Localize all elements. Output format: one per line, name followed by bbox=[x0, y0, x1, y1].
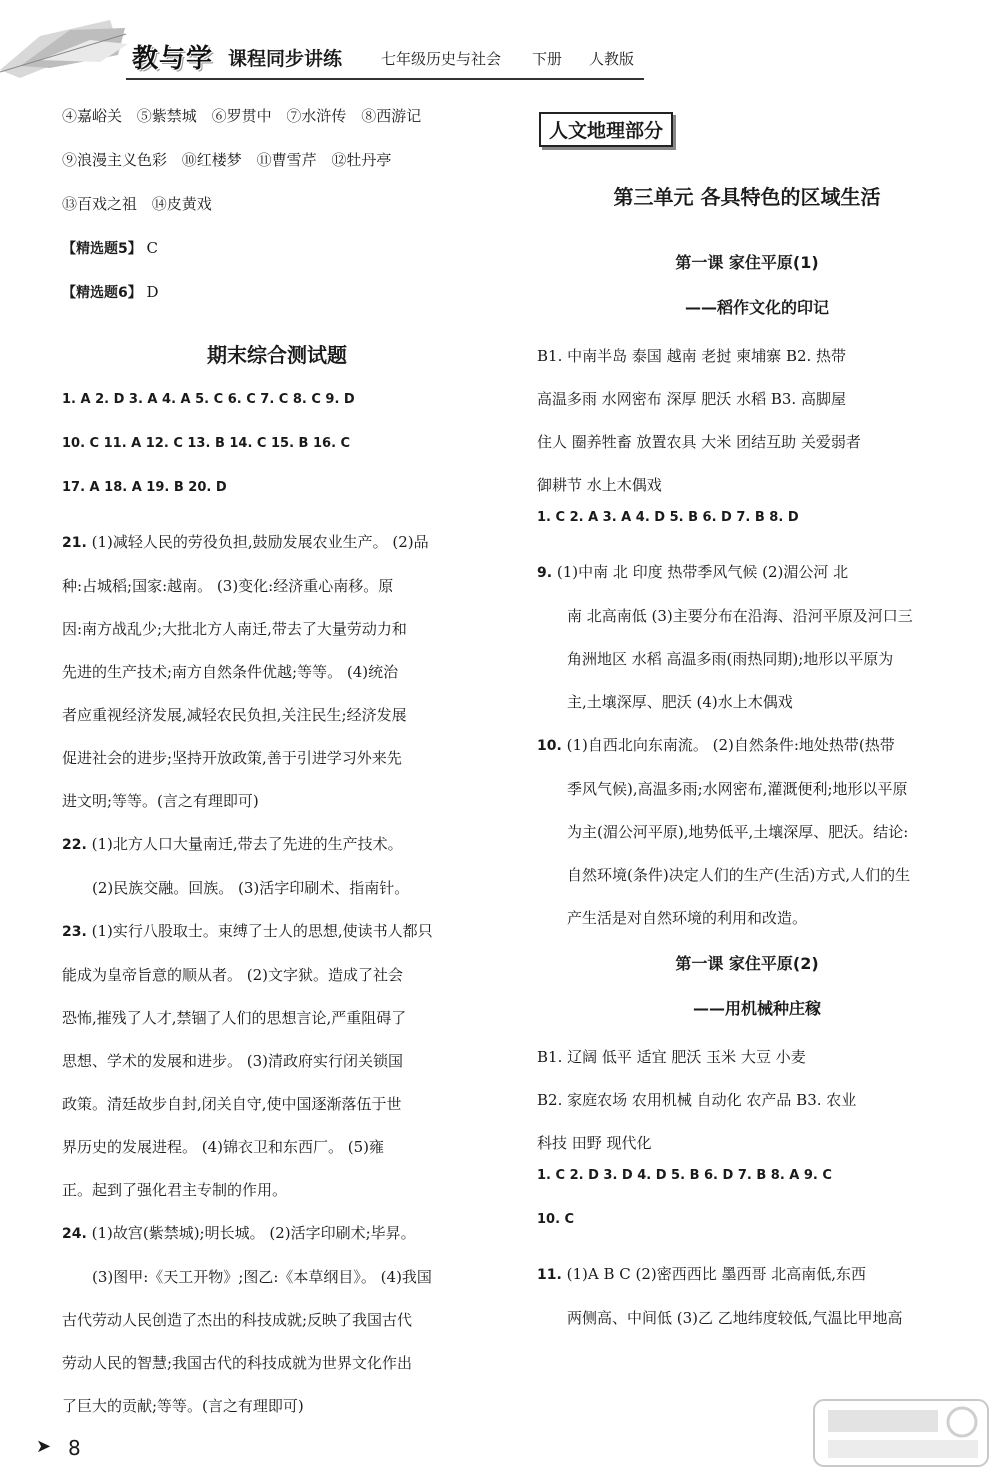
right-column bbox=[537, 112, 957, 1340]
answer-line: 高温多雨 水网密布 深厚 肥沃 水稻 B3. 高脚屋 bbox=[537, 390, 846, 408]
list-item: ⑤紫禁城 bbox=[136, 107, 197, 125]
answer-10 bbox=[537, 724, 957, 940]
answer-line: 政策。清廷故步自封,闭关自守,使中国逐渐落伍于世 bbox=[62, 1095, 402, 1113]
list-row bbox=[62, 193, 492, 237]
answer-line: 能成为皇帝旨意的顺从者。 (2)文字狱。造成了社会 bbox=[62, 966, 404, 984]
list-item: ⑧西游记 bbox=[361, 107, 422, 125]
page-number: 8 bbox=[68, 1436, 81, 1460]
answer-23 bbox=[62, 910, 492, 1212]
page-arrow-icon: ➤ bbox=[36, 1436, 52, 1457]
volume-label: 下册 bbox=[532, 50, 563, 68]
grade-subject: 七年级历史与社会 bbox=[381, 50, 502, 68]
answer-line: 先进的生产技术;南方自然条件优越;等等。 (4)统治 bbox=[62, 663, 399, 681]
question-number: 9. bbox=[537, 565, 553, 581]
answer-line: 进文明;等等。(言之有理即可) bbox=[62, 792, 259, 810]
mc-answers-row: 10. C bbox=[537, 1212, 575, 1227]
section-title: 人文地理部分 bbox=[539, 112, 673, 147]
question-number: 22. bbox=[62, 837, 87, 853]
answer-line: (1)减轻人民的劳役负担,鼓励发展农业生产。 (2)品 bbox=[91, 533, 429, 551]
header-rule bbox=[126, 78, 644, 80]
list-item: ⑦水浒传 bbox=[286, 107, 347, 125]
page-header bbox=[0, 0, 1000, 80]
question-number: 24. bbox=[62, 1226, 87, 1242]
brand-logo: 教与学 bbox=[132, 44, 214, 74]
select-tag: 【精选题5】 bbox=[62, 241, 142, 257]
lesson-title: 第一课 家住平原(1) bbox=[675, 253, 819, 272]
list-item: ⑪曹雪芹 bbox=[256, 151, 317, 169]
list-item: ⑥罗贯中 bbox=[211, 107, 272, 125]
mc-answers-row: 17. A 18. A 19. B 20. D bbox=[62, 480, 227, 495]
answer-9 bbox=[537, 551, 957, 724]
answer-line: 种:占城稻;国家:越南。 (3)变化:经济重心南移。原 bbox=[62, 577, 394, 595]
answer-line: B2. 家庭农场 农用机械 自动化 农产品 B3. 农业 bbox=[537, 1091, 857, 1109]
edition-label: 人教版 bbox=[589, 50, 635, 68]
answer-line: 季风气候),高温多雨;水网密布,灌溉便利;地形以平原 bbox=[567, 780, 908, 798]
lesson-title: 第一课 家住平原(2) bbox=[675, 954, 819, 973]
answer-line: B1. 中南半岛 泰国 越南 老挝 柬埔寨 B2. 热带 bbox=[537, 347, 847, 365]
select-answer: C bbox=[146, 239, 159, 257]
header-decoration bbox=[0, 0, 140, 80]
list-item: ⑨浪漫主义色彩 bbox=[62, 151, 168, 169]
test-title: 期末综合测试题 bbox=[207, 343, 347, 367]
answer-line: 恐怖,摧残了人才,禁锢了人们的思想言论,严重阻碍了 bbox=[62, 1009, 407, 1027]
answer-line: 者应重视经济发展,减轻农民负担,关注民生;经济发展 bbox=[62, 706, 407, 724]
lesson-subtitle: ——用机械种庄稼 bbox=[692, 999, 821, 1018]
answer-line: (1)北方人口大量南迁,带去了先进的生产技术。 bbox=[91, 835, 403, 853]
answer-line: 科技 田野 现代化 bbox=[537, 1134, 652, 1152]
list-item: ⑬百戏之祖 bbox=[62, 195, 138, 213]
answer-line: 了巨大的贡献;等等。(言之有理即可) bbox=[62, 1397, 304, 1415]
answer-line: 古代劳动人民创造了杰出的科技成就;反映了我国古代 bbox=[62, 1311, 413, 1329]
left-column bbox=[62, 105, 492, 1428]
answer-line: 自然环境(条件)决定人们的生产(生活)方式,人们的生 bbox=[567, 866, 911, 884]
answer-line: B1. 辽阔 低平 适宜 肥沃 玉米 大豆 小麦 bbox=[537, 1048, 806, 1066]
answer-11 bbox=[537, 1253, 957, 1340]
answer-line: 界历史的发展进程。 (4)锦衣卫和东西厂。 (5)雍 bbox=[62, 1138, 385, 1156]
answer-line: 劳动人民的智慧;我国古代的科技成就为世界文化作出 bbox=[62, 1354, 413, 1372]
answer-22 bbox=[62, 823, 492, 910]
answer-line: (1)自西北向东南流。 (2)自然条件:地处热带(热带 bbox=[566, 736, 895, 754]
question-number: 11. bbox=[537, 1267, 562, 1283]
basic-answers bbox=[537, 335, 957, 507]
answer-24 bbox=[62, 1212, 492, 1428]
list-item: ④嘉峪关 bbox=[62, 107, 123, 125]
select-tag: 【精选题6】 bbox=[62, 285, 142, 301]
watermark-stamp bbox=[812, 1398, 990, 1468]
answer-line: 南 北高南低 (3)主要分布在沿海、沿河平原及河口三 bbox=[567, 607, 913, 625]
answer-line: 主,土壤深厚、肥沃 (4)水上木偶戏 bbox=[567, 693, 793, 711]
mc-answers-row: 1. C 2. A 3. A 4. D 5. B 6. D 7. B 8. D bbox=[537, 510, 799, 525]
answer-line: (1)中南 北 印度 热带季风气候 (2)湄公河 北 bbox=[556, 563, 849, 581]
answer-line: 御耕节 水上木偶戏 bbox=[537, 476, 662, 494]
answer-line: 为主(湄公河平原),地势低平,土壤深厚、肥沃。结论: bbox=[567, 823, 909, 841]
question-number: 21. bbox=[62, 535, 87, 551]
mc-answers-row: 10. C 11. A 12. C 13. B 14. C 15. B 16. C bbox=[62, 436, 351, 451]
mc-answers-row: 1. A 2. D 3. A 4. A 5. C 6. C 7. C 8. C 9. D bbox=[62, 392, 355, 407]
list-row bbox=[62, 149, 492, 193]
answer-line: 产生活是对自然环境的利用和改造。 bbox=[567, 909, 808, 927]
answer-line: 住人 圈养牲畜 放置农具 大米 团结互助 关爱弱者 bbox=[537, 433, 861, 451]
unit-title: 第三单元 各具特色的区域生活 bbox=[613, 185, 881, 209]
answer-line: 两侧高、中间低 (3)乙 乙地纬度较低,气温比甲地高 bbox=[567, 1309, 903, 1327]
list-item: ⑫牡丹亭 bbox=[331, 151, 392, 169]
answer-line: 促进社会的进步;坚持开放政策,善于引进学习外来先 bbox=[62, 749, 402, 767]
list-row bbox=[62, 105, 492, 149]
answer-line: 角洲地区 水稻 高温多雨(雨热同期);地形以平原为 bbox=[567, 650, 894, 668]
select-question-5 bbox=[62, 237, 492, 281]
answer-line: (1)A B C (2)密西西比 墨西哥 北高南低,东西 bbox=[566, 1265, 867, 1283]
select-answer: D bbox=[146, 283, 159, 301]
answer-line: (3)图甲:《天工开物》;图乙:《本草纲目》。 (4)我国 bbox=[92, 1268, 432, 1286]
question-number: 23. bbox=[62, 924, 87, 940]
question-number: 10. bbox=[537, 738, 562, 754]
answer-21 bbox=[62, 521, 492, 823]
answer-line: 思想、学术的发展和进步。 (3)清政府实行闭关锁国 bbox=[62, 1052, 404, 1070]
answer-line: 因:南方战乱少;大批北方人南迁,带去了大量劳动力和 bbox=[62, 620, 407, 638]
lesson-subtitle: ——稻作文化的印记 bbox=[684, 298, 829, 317]
answer-line: (1)实行八股取士。束缚了士人的思想,使读书人都只 bbox=[91, 922, 433, 940]
mc-answers-row: 1. C 2. D 3. D 4. D 5. B 6. D 7. B 8. A 9. C bbox=[537, 1168, 832, 1183]
select-question-6 bbox=[62, 281, 492, 325]
series-title: 课程同步讲练 bbox=[228, 48, 343, 70]
answer-line: (1)故宫(紫禁城);明长城。 (2)活字印刷术;毕昇。 bbox=[91, 1224, 416, 1242]
basic-answers bbox=[537, 1036, 957, 1165]
answer-line: (2)民族交融。回族。 (3)活字印刷术、指南针。 bbox=[92, 879, 410, 897]
list-item: ⑩红楼梦 bbox=[181, 151, 242, 169]
answer-line: 正。起到了强化君主专制的作用。 bbox=[62, 1181, 288, 1199]
list-item: ⑭皮黄戏 bbox=[151, 195, 212, 213]
